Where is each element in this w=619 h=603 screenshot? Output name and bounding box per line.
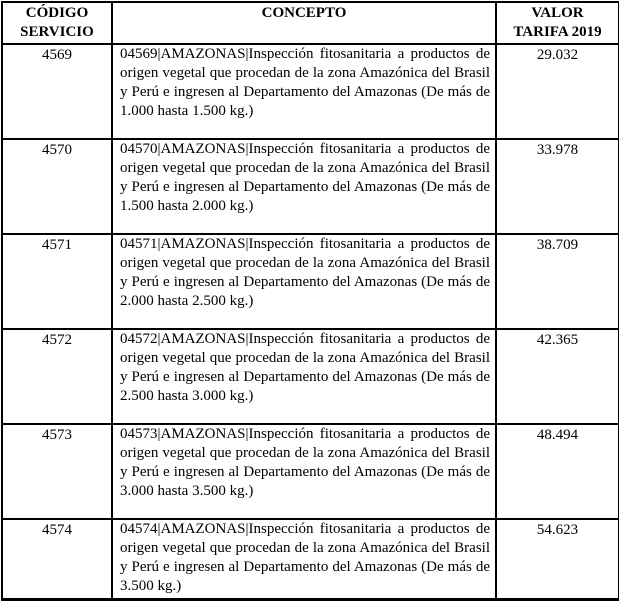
header-codigo-line2: SERVICIO	[20, 24, 94, 40]
header-codigo-line1: CÓDIGO	[25, 5, 89, 21]
cell-codigo: 4569	[2, 44, 112, 139]
cell-codigo: 4574	[2, 519, 112, 600]
header-valor-line2: TARIFA 2019	[513, 24, 602, 40]
table-row	[2, 234, 619, 329]
cell-valor: 48.494	[496, 424, 619, 519]
cell-codigo: 4570	[2, 139, 112, 234]
tarifas-table	[1, 1, 619, 601]
header-valor-tarifa	[496, 2, 619, 44]
header-valor-line1: VALOR	[531, 5, 584, 21]
cell-concepto: 04572|AMAZONAS|Inspección fitosanitaria a productos de origen vegetal que procedan de la zona Amazónica del Brasil y Perú e ingresen al Departamento del Amazonas (De más de 2.500 hasta 3.000 kg.)	[112, 329, 496, 424]
cell-codigo: 4571	[2, 234, 112, 329]
cell-codigo: 4572	[2, 329, 112, 424]
cell-codigo: 4573	[2, 424, 112, 519]
cell-valor: 42.365	[496, 329, 619, 424]
header-codigo-servicio	[2, 2, 112, 44]
table-row	[2, 44, 619, 139]
table-row	[2, 519, 619, 600]
table-row	[2, 424, 619, 519]
cell-valor: 54.623	[496, 519, 619, 600]
cell-valor: 29.032	[496, 44, 619, 139]
table-row	[2, 139, 619, 234]
table-row	[2, 329, 619, 424]
cell-concepto: 04573|AMAZONAS|Inspección fitosanitaria a productos de origen vegetal que procedan de la zona Amazónica del Brasil y Perú e ingresen al Departamento del Amazonas (De más de 3.000 hasta 3.500 kg.)	[112, 424, 496, 519]
cell-concepto: 04570|AMAZONAS|Inspección fitosanitaria a productos de origen vegetal que procedan de la zona Amazónica del Brasil y Perú e ingresen al Departamento del Amazonas (De más de 1.500 hasta 2.000 kg.)	[112, 139, 496, 234]
cell-concepto: 04571|AMAZONAS|Inspección fitosanitaria a productos de origen vegetal que procedan de la zona Amazónica del Brasil y Perú e ingresen al Departamento del Amazonas (De más de 2.000 hasta 2.500 kg.)	[112, 234, 496, 329]
cell-valor: 38.709	[496, 234, 619, 329]
cell-concepto: 04574|AMAZONAS|Inspección fitosanitaria a productos de origen vegetal que procedan de la zona Amazónica del Brasil y Perú e ingresen al Departamento del Amazonas (De más de 3.500 kg.)	[112, 519, 496, 600]
cell-concepto: 04569|AMAZONAS|Inspección fitosanitaria a productos de origen vegetal que procedan de la zona Amazónica del Brasil y Perú e ingresen al Departamento del Amazonas (De más de 1.000 hasta 1.500 kg.)	[112, 44, 496, 139]
header-row	[2, 2, 619, 44]
header-concepto: CONCEPTO	[112, 2, 496, 44]
cell-valor: 33.978	[496, 139, 619, 234]
